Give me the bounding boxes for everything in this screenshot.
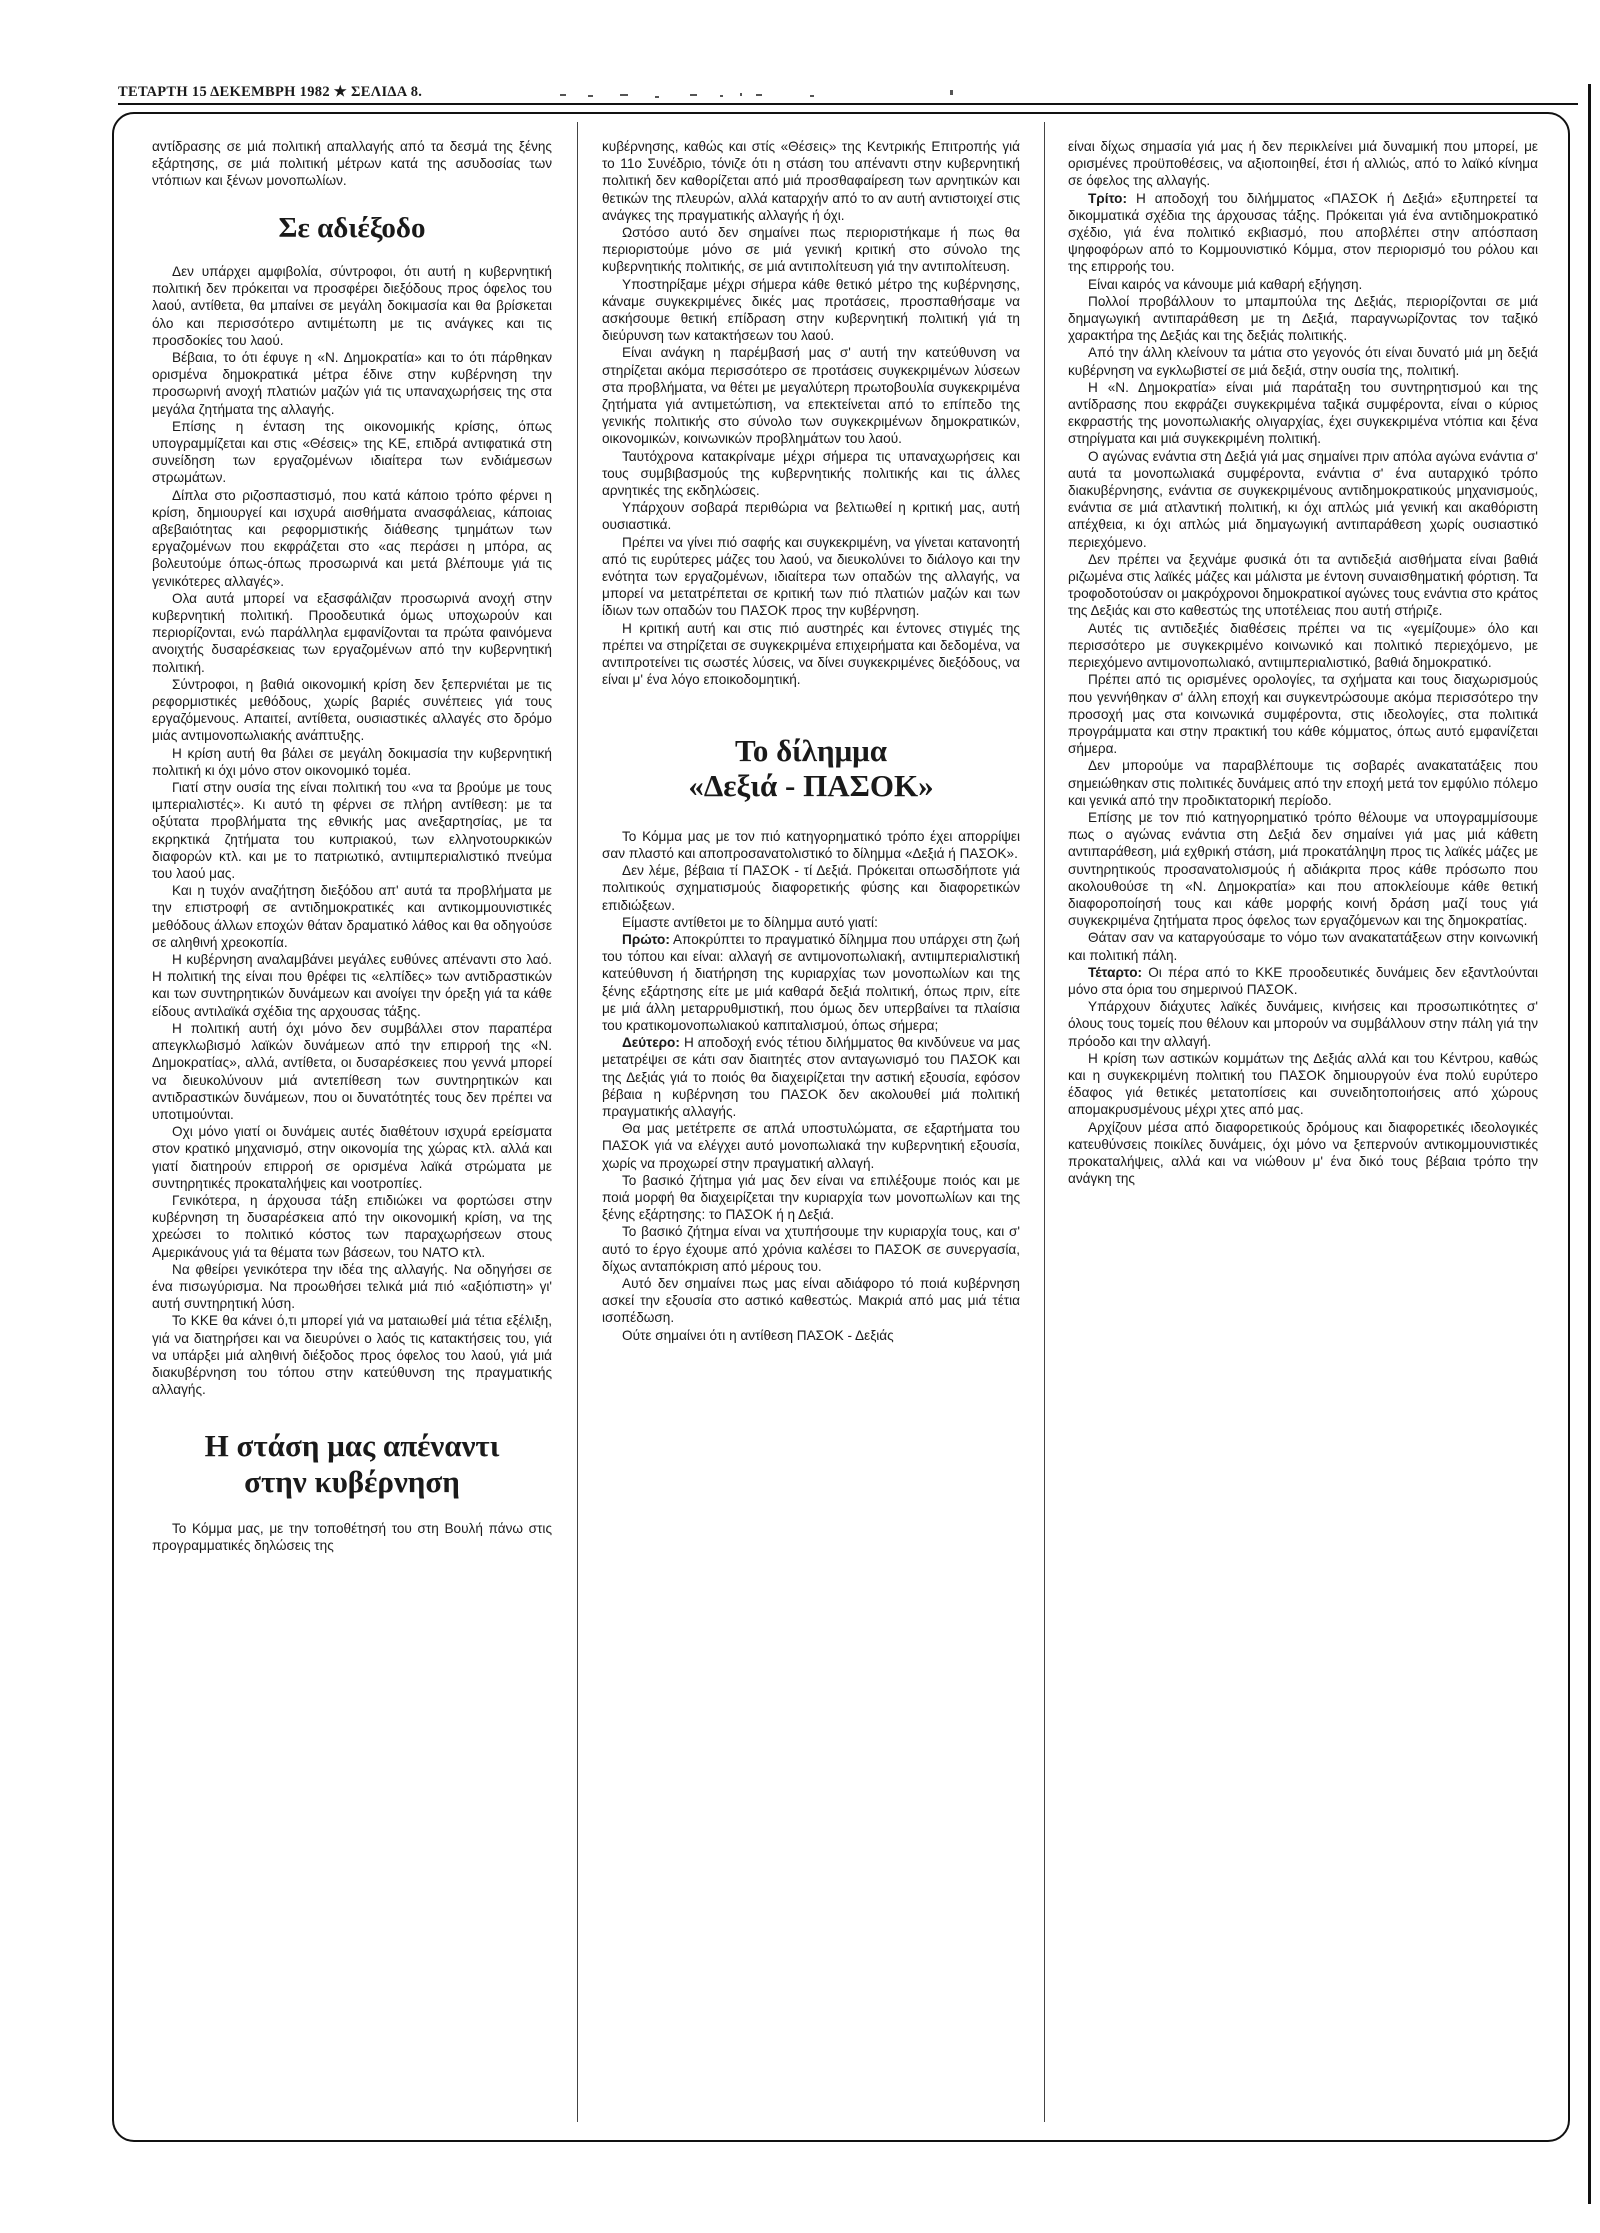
lead-label: Δεύτερο: <box>622 1035 680 1051</box>
section-heading <box>602 733 1020 804</box>
paragraph: Θα μας μετέτρεπε σε απλά υποστυλώματα, σε εξαρτήματα του ΠΑΣΟΚ γιά να ελέγχει αυτό μονοπωλιακά την κυβερνητική εξουσία, χωρίς να προχωρεί στην πραγματική αλλαγή. <box>602 1121 1020 1171</box>
paragraph: Δεν υπάρχει αμφιβολία, σύντροφοι, ότι αυτή η κυβερνητική πολιτική δεν πρόκειται να προσφέρει διεξόδους προς όφελος του λαού, αντίθετα, θα μπαίνει σε μεγάλη δοκιμασία και θα βρίσκεται όλο και περισσότερο αντιμέτωπη με τις ανάγκες και τις προσδοκίες του λαού. <box>152 263 552 348</box>
paragraph: Η κυβέρνηση αναλαμβάνει μεγάλες ευθύνες απέναντι στο λαό. Η πολιτική της είναι που θρέφει τις «ελπίδες» των αντιδραστικών και των συντηρητικών δυνάμεων και ανοίγει την όρεξη γιά τα κάθε είδους αντιλαϊκά σχέδια της αρχουσας τάξης. <box>152 952 552 1019</box>
paragraph: Είναι καιρός να κάνουμε μιά καθαρή εξήγηση. <box>1088 276 1363 292</box>
paragraph <box>602 931 1020 1034</box>
paragraph: αντίδρασης σε μιά πολιτική απαλλαγής από τα δεσμά της ξένης εξάρτησης, σε μιά πολιτική μέτρων κατά της ασυδοσίας των ντόπιων και ξένων μονοπωλίων. <box>152 139 552 189</box>
paragraph-text: Οι πέρα από το ΚΚΕ προοδευτικές δυνάμεις δεν εξαντλούνται μόνο στα όρια του σημερινού ΠΑΣΟΚ. <box>1068 964 1538 997</box>
paragraph-text: Η αποδοχή του διλήμματος «ΠΑΣΟΚ ή Δεξιά» εξυπηρετεί τα δικομματικά σχέδια της άρχουσας τάξης. Πρόκειται γιά ένα αντιδημοκρατικό σχέδιο, γιά ένα πολιτικό εκβιασμό, που αποβλέπει στην απόσπαση ψηφοφόρων από το Κομμουνιστικό Κόμμα, στον περιορισμό του ρόλου και της επιρροής του. <box>1068 190 1538 275</box>
paragraph: Οχι μόνο γιατί οι δυνάμεις αυτές διαθέτουν ισχυρά ερείσματα στον κρατικό μηχανισμό, στην οικονομία της χώρας κτλ. αλλά και γιατί διατηρούν επιρροή σε ορισμένα λαϊκά στρώματα με συντηρητικές προκαταλήψεις και νοοτροπίες. <box>152 1124 552 1191</box>
paragraph: Δεν πρέπει να ξεχνάμε φυσικά ότι τα αντιδεξιά αισθήματα είναι βαθιά ριζωμένα στις λαϊκές μάζες και μάλιστα με έντονη συναισθηματική φόρτιση. Τα τροφοδοτούσαν οι μακρόχρονοι δημοκρατικοί αγώνες τους ενάντια στο κράτος της Δεξιάς και στο καθεστώς της υποτέλειας που αυτή στήριζε. <box>1068 551 1538 619</box>
paragraph: Δεν λέμε, βέβαια τί ΠΑΣΟΚ - τί Δεξιά. Πρόκειται οπωσδήποτε γιά πολιτικούς σχηματισμούς διαφορετικής φύσης και διαφορετικών επιδιώξεων. <box>602 863 1020 913</box>
paragraph: Από την άλλη κλείνουν τα μάτια στο γεγονός ότι είναι δυνατό μιά μη δεξιά κυβέρνηση να εγκλωβιστεί σε μιά δεξιά, στην ουσία της, πολιτική. <box>1068 345 1538 378</box>
paragraph: Δεν μπορούμε να παραβλέπουμε τις σοβαρές ανακατατάξεις που σημειώθηκαν στις πολιτικές δυνάμεις από την εποχή μετά τον εμφύλιο πόλεμο και γενικά από την προδικτατορική περίοδο. <box>1068 758 1538 808</box>
lead-label: Πρώτο: <box>622 932 670 947</box>
paragraph <box>1068 190 1538 276</box>
section-heading-line: «Δεξιά - ΠΑΣΟΚ» <box>688 768 934 804</box>
section-heading-line: Το δίλημμα <box>734 732 888 768</box>
print-specks <box>530 84 1030 104</box>
paragraph: Ούτε σημαίνει ότι η αντίθεση ΠΑΣΟΚ - Δεξιάς <box>622 1327 894 1343</box>
paragraph: Υποστηρίξαμε μέχρι σήμερα κάθε θετικό μέτρο της κυβέρνησης, κάναμε συγκεκριμένες δικές μας προτάσεις, προσπαθήσαμε να ασκήσουμε θετική επίδραση στην κυβερνητική πολιτική γιά τη διεύρυνση των κατακτήσεων του λαού. <box>602 276 1020 344</box>
paragraph-text: Η αποδοχή ενός τέτιου διλήμματος θα κινδύνευε να μας μετατρέψει σε κάτι σαν διαιτητές στον ανταγωνισμό του ΠΑΣΟΚ και της Δεξιάς γιά το ποιός θα διαχειρίζεται την αστική εξουσία, εφόσον βέβαια η κυβέρνηση του ΠΑΣΟΚ δεν ακολουθεί μιά πολιτική πραγματικής αλλαγής. <box>602 1035 1020 1120</box>
column-3 <box>1068 138 1538 2128</box>
paragraph: Η κριτική αυτή και στις πιό αυστηρές και έντονες στιγμές της πρέπει να στηρίζεται σε συγκεκριμένα επιχειρήματα και δεδομένα, να αντιπροτείνει τις σωστές λύσεις, να δίνει συγκεκριμένες διεξόδους, να είναι μ' ένα λόγο εποικοδομητική. <box>602 620 1020 688</box>
paragraph: Η «Ν. Δημοκρατία» είναι μιά παράταξη του συντηρητισμού και της αντίδρασης που εκφράζει συγκεκριμένα ταξικά συμφέροντα, είναι ο κύριος εκφραστής της μονοπωλιακής ολιγαρχίας, έχει συγκεκριμένα ντόπια και ξένα στηρίγματα και μιά συγκεκριμένη πολιτική. <box>1068 379 1538 447</box>
paragraph: Το Κόμμα μας, με την τοποθέτησή του στη Βουλή πάνω στις προγραμματικές δηλώσεις της <box>152 1520 552 1553</box>
lead-label: Τρίτο: <box>1088 190 1128 206</box>
section-heading-line: Η στάση μας απέναντι <box>204 1428 500 1464</box>
paragraph: Αυτό δεν σημαίνει πως μας είναι αδιάφορο τό ποιά κυβέρνηση ασκεί την εξουσία στο αστικό καθεστώς. Μακριά από μας μιά τέτια ισοπέδωση. <box>602 1276 1020 1326</box>
paragraph: Η κρίση των αστικών κομμάτων της Δεξιάς αλλά και του Κέντρου, καθώς και η συγκεκριμένη πολιτική του ΠΑΣΟΚ δημιουργούν ένα πολύ ευρύτερο έδαφος γιά θετικές μετατοπίσεις και συνειδητοποιήσεις από χώρους απομακρυσμένους μέχρι χτες από μας. <box>1068 1050 1538 1118</box>
paragraph <box>602 1034 1020 1120</box>
paragraph: Είμαστε αντίθετοι με το δίλημμα αυτό γιατί: <box>622 914 878 930</box>
paragraph: Βέβαια, το ότι έφυγε η «Ν. Δημοκρατία» και το ότι πάρθηκαν ορισμένα δημοκρατικά μέτρα έδινε στην κυβέρνηση την προσωρινή ανοχή πλατιών μαζών γιά τις υπαναχωρήσεις της στα μεγάλα ζητήματα της αλλαγής. <box>152 349 552 417</box>
column-separator <box>577 122 578 2122</box>
paragraph: Γιατί στην ουσία της είναι πολιτική του «να τα βρούμε με τους ιμπεριαλιστές». Κι αυτό τη φέρνει σε πλήρη αντίθεση: με τα οξύτατα προβλήματα της εθνικής μας ανεξαρτησίας, με τα εκρηκτικά ζητήματα του κυπριακού, των ελληνοτουρκικών διαφορών κτλ. και με το πατριωτικό, αντιιμπεριαλιστικό πνεύμα του λαού μας. <box>152 780 552 882</box>
paragraph: Το ΚΚΕ θα κάνει ό,τι μπορεί γιά να ματαιωθεί μιά τέτια εξέλιξη, γιά να διατηρήσει και να διευρύνει ο λαός τις κατακτήσεις του, γιά να υπάρξει μιά αληθινή διέξοδος προς όφελος του λαού, γιά μιά διακυβέρνηση του τόπου στην κατεύθυνση της πραγματικής αλλαγής. <box>152 1313 552 1398</box>
paragraph: Το Κόμμα μας με τον πιό κατηγορηματικό τρόπο έχει απορρίψει σαν πλαστό και αποπροσανατολιστικό το δίλημμα «Δεξιά ή ΠΑΣΟΚ». <box>602 828 1020 861</box>
paragraph: Η πολιτική αυτή όχι μόνο δεν συμβάλλει στον παραπέρα απεγκλωβισμό λαϊκών δυνάμεων από την επιρροή της «Ν. Δημοκρατίας», αλλά, αντίθετα, οι δυσαρέσκειες που γεννά μπορεί να διευκολύνουν μιά αντεπίθεση των συντηρητικών και αντιδραστικών δυνάμεων, που οι δυνατότητές τους δεν πρέπει να υποτιμούνται. <box>152 1020 552 1122</box>
column-2 <box>602 138 1020 2128</box>
paragraph: Να φθείρει γενικότερα την ιδέα της αλλαγής. Να οδηγήσει σε ένα πισωγύρισμα. Να προωθήσει τελικά μιά πιό «αξιόπιστη» γι' αυτή συντηρητική λύση. <box>152 1261 552 1312</box>
paragraph: Γενικότερα, η άρχουσα τάξη επιδιώκει να φορτώσει στην κυβέρνηση τη δυσαρέσκεια από την οικονομική κρίση, να της χρεώσει το πολιτικό κόστος των παραχωρήσεων στους Αμερικάνους γιά τα θέματα των βάσεων, του ΝΑΤΟ κτλ. <box>152 1192 552 1260</box>
paragraph: Επίσης με τον πιό κατηγορηματικό τρόπο θέλουμε να υπογραμμίσουμε πως ο αγώνας ενάντια στη Δεξιά δεν σημαίνει γιά μας μιά κάθετη αντιπαράθεση, μιά εχθρική στάση, μιά προκατάληψη προς τις λαϊκές μάζες με συντηρητικούς προσανατολισμούς ή αδιάκριτα προς κάθε πρόσωπο που ακολουθούσε τη «Ν. Δημοκρατία» και που αποκλείουμε κάθε θετική διαφοροποίησή τους και κάθε μορφής κοινή δράση μαζί τους γιά συγκεκριμένα ζητήματα προς όφελος των εργαζόμενων και της δημοκρατίας. <box>1068 809 1538 929</box>
paragraph: Το βασικό ζήτημα είναι να χτυπήσουμε την κυριαρχία τους, και σ' αυτό το έργο έχουμε από χρόνια καλέσει το ΠΑΣΟΚ σε συνεργασία, δίχως ανταπόκριση από μέρους του. <box>602 1224 1020 1274</box>
section-heading-line: στην κυβέρνηση <box>244 1464 460 1499</box>
paragraph: Ωστόσο αυτό δεν σημαίνει πως περιοριστήκαμε ή πως θα περιοριστούμε μόνο σε μιά γενική κριτική στο σύνολο της κυβερνητικής πολιτικής, σε μιά αντιπολίτευση γιά την αντιπολίτευση. <box>602 225 1020 275</box>
paragraph: Και η τυχόν αναζήτηση διεξόδου απ' αυτά τα προβλήματα με την επιστροφή σε αντιδημοκρατικές και αντικομμουνιστικές μεθόδους άλλων εποχών θάταν δραματικό λάθος και θα οδηγούσε σε αληθινή χρεοκοπία. <box>152 883 552 950</box>
paragraph: Η κρίση αυτή θα βάλει σε μεγάλη δοκιμασία την κυβερνητική πολιτική κι όχι μόνο στον οικονομικό τομέα. <box>152 745 552 778</box>
paragraph: Το βασικό ζήτημα γιά μας δεν είναι να επιλέξουμε ποιός και με ποιά μορφή θα διαχειρίζεται την κυριαρχία των μονοπωλίων και της ξένης εξάρτησης: το ΠΑΣΟΚ ή η Δεξιά. <box>602 1172 1020 1223</box>
paragraph <box>1068 964 1538 998</box>
paragraph: Αρχίζουν μέσα από διαφορετικούς δρόμους και διαφορετικές ιδεολογικές κατευθύνσεις ποικίλες δυνάμεις, όχι μόνο να ξεπερνούν αντικομμουνιστικές προκαταλήψεις, αλλά και να νιώθουν μ' ένα δικό τους βέβαια τρόπο την ανάγκη της <box>1068 1119 1538 1187</box>
paragraph: Επίσης η ένταση της οικονομικής κρίσης, όπως υπογραμμίζεται και στις «Θέσεις» της ΚΕ, επιδρά αντιφατικά στη συνείδηση των εργαζομένων ιδιαίτερα των ενδιάμεσων στρωμάτων. <box>152 418 552 486</box>
paragraph: Αυτές τις αντιδεξιές διαθέσεις πρέπει να τις «γεμίζουμε» όλο και περισσότερο με συγκεκριμένο κοινωνικό και πολιτικό περιεχόμενο, με περιεχόμενο αντιμονοπωλιακό, αντιιμπεριαλιστικό, βαθιά δημοκρατικό. <box>1068 620 1538 671</box>
paragraph: Ο αγώνας ενάντια στη Δεξιά γιά μας σημαίνει πριν απόλα αγώνα ενάντια σ' αυτά τα μονοπωλιακά συμφέροντα, ενάντια σ' ένα αυταρχικό τρόπο διακυβέρνησης, ενάντια σε συγκεκριμένους αντιδημοκρατικούς μηχανισμούς, ενάντια σε μιά ατλαντική πολιτική, κι όχι απλώς μιά γενική και ακαθόριστη απέχθεια, κι όχι απλώς μιά δημαγωγική αντιπαράθεση χωρίς ουσιαστικό περιεχόμενο. <box>1068 448 1538 550</box>
paragraph: είναι δίχως σημασία γιά μας ή δεν περικλείνει μιά δυναμική που μπορεί, με ορισμένες προϋποθέσεις, να αξιοποιηθεί, έτσι ή αλλιώς, από το λαϊκό κίνημα σε όφελος της αλλαγής. <box>1068 139 1538 189</box>
paragraph-text: Αποκρύπτει το πραγματικό δίλημμα που υπάρχει στη ζωή του τόπου και είναι: αλλαγή σε αντιμονοπωλιακή, αντιιμπεριαλιστική κατεύθυνση ή διατήρηση της κυριαρχίας των μονοπωλίων και της ξένης εξάρτησης είτε με μιά καθαρά δεξιά πολιτική, όπως πριν, είτε με μιά άλλη μεταρρυθμιστική, που όμως δεν υπερβαίνει τα πλαίσια του κρατικομονοπωλιακού καπιταλισμού, όπως σήμερα; <box>602 932 1020 1034</box>
paragraph: Υπάρχουν σοβαρά περιθώρια να βελτιωθεί η κριτική μας, αυτή ουσιαστικά. <box>602 500 1020 533</box>
section-heading: Σε αδιέξοδο <box>278 211 426 244</box>
paragraph: Πρέπει από τις ορισμένες ορολογίες, τα σχήματα και τους διαχωρισμούς που γεννήθηκαν σ' άλλη εποχή και συγκεντρώσουμε ακόμα περισσότερο την προσοχή μας στα κοινωνικά συμφέροντα, στις ιδεολογίες, στα πολιτικά προγράμματα και στην πρακτική του κάθε κόμματος, όπως αυτό εμφανίζεται σήμερα. <box>1068 672 1538 757</box>
paragraph: κυβέρνησης, καθώς και στίς «Θέσεις» της Κεντρικής Επιτροπής γιά το 11ο Συνέδριο, τόνιζε ότι η στάση του απέναντι στην κυβερνητική πολιτική δεν καθορίζεται από μιά προσθαφαίρεση των αρνητικών και θετικών της πλευρών, αλλά καταρχήν από το αν αυτή αντιστοιχεί στις ανάγκες της πραγματικής αλλαγής ή όχι. <box>602 139 1020 223</box>
column-1 <box>152 138 552 2128</box>
paragraph: Θάταν σαν να καταργούσαμε το νόμο των ανακατατάξεων στην κοινωνική και πολιτική πάλη. <box>1068 930 1538 963</box>
paragraph: Σύντροφοι, η βαθιά οικονομική κρίση δεν ξεπερνιέται με τις ρεφορμιστικές μεθόδους, χωρίς βαριές συνέπειες γιά τους εργαζόμενους. Απαιτεί, αντίθετα, ουσιαστικές αλλαγές στο δρόμο μιάς αντιμονοπωλιακής ανάπτυξης. <box>152 676 552 744</box>
lead-label: Τέταρτο: <box>1088 964 1143 980</box>
paragraph: Υπάρχουν διάχυτες λαϊκές δυνάμεις, κινήσεις και προσωπικότητες σ' όλους τους τομείς που θέλουν και μπορούν να συμβάλλουν στην πάλη γιά την πρόοδο και την αλλαγή. <box>1068 999 1538 1049</box>
paragraph: Πολλοί προβάλλουν το μπαμπούλα της Δεξιάς, περιορίζονται σε μιά δημαγωγική αντιπαράθεση με τη Δεξιά, παραγνωρίζοντας τον ταξικό χαρακτήρα της Δεξιάς και της δεξιάς πολιτικής. <box>1068 293 1538 344</box>
paragraph: Είναι ανάγκη η παρέμβασή μας σ' αυτή την κατεύθυνση να στηρίζεται ακόμα περισσότερο σε προτάσεις συγκεκριμένων λύσεων στα προβλήματα, να θέτει με μεγαλύτερη πρωτοβουλία συγκεκριμένα ζητήματα γιά αντιμετώπιση, να επεκτείνεται από το επίπεδο της γενικής πολιτικής στο σύνολο των συγκεκριμένων δημοκρατικών, οικονομικών, κοινωνικών προβλημάτων του λαού. <box>602 345 1020 447</box>
page-header: ΤΕΤΑΡΤΗ 15 ΔΕΚΕΜΒΡΗ 1982 ★ ΣΕΛΙΔΑ 8. <box>118 84 423 100</box>
paragraph: Πρέπει να γίνει πιό σαφής και συγκεκριμένη, να γίνεται κατανοητή από τις ευρύτερες μάζες του λαού, να διευκολύνει το διάλογο και την ενότητα των εργαζομένων, ιδιαίτερα των οπαδών της αλλαγής, να μπορεί να μετατρέπεται σε κριτική των πιό πλατιών μαζών και των ίδιων των οπαδών του ΠΑΣΟΚ προς την κυβέρνηση. <box>602 534 1020 619</box>
paragraph: Ταυτόχρονα κατακρίναμε μέχρι σήμερα τις υπαναχωρήσεις και τους συμβιβασμούς της κυβερνητικής πολιτικής και τις άλλες αρνητικές της εκδηλώσεις. <box>602 448 1020 499</box>
page-edge-bar <box>1588 84 1591 2204</box>
section-heading <box>152 1428 552 1499</box>
paragraph: Ολα αυτά μπορεί να εξασφάλιζαν προσωρινά ανοχή στην κυβερνητική πολιτική. Προοδευτικά όμως υποχωρούν και περιορίζονται, ενώ παράλληλα εμφανίζονται τα πρώτα φαινόμενα ανοιχτής δυσαρέσκειας των εργαζομένων από την κυβερνητική πολιτική. <box>152 590 552 675</box>
column-separator <box>1044 122 1045 2122</box>
paragraph: Δίπλα στο ριζοσπαστισμό, που κατά κάποιο τρόπο φέρνει η κρίση, δημιουργεί και ισχυρά αισθήματα ανασφάλειας, κάποιας αβεβαιότητας και ρεφορμιστικής διάθεσης τμημάτων των εργαζομένων που εκφράζεται στο «ας περάσει η μπόρα, ας βολευτούμε όπως-όπως προσωρινά και μετά βλέπουμε γιά τις γενικότερες αλλαγές». <box>152 487 552 589</box>
